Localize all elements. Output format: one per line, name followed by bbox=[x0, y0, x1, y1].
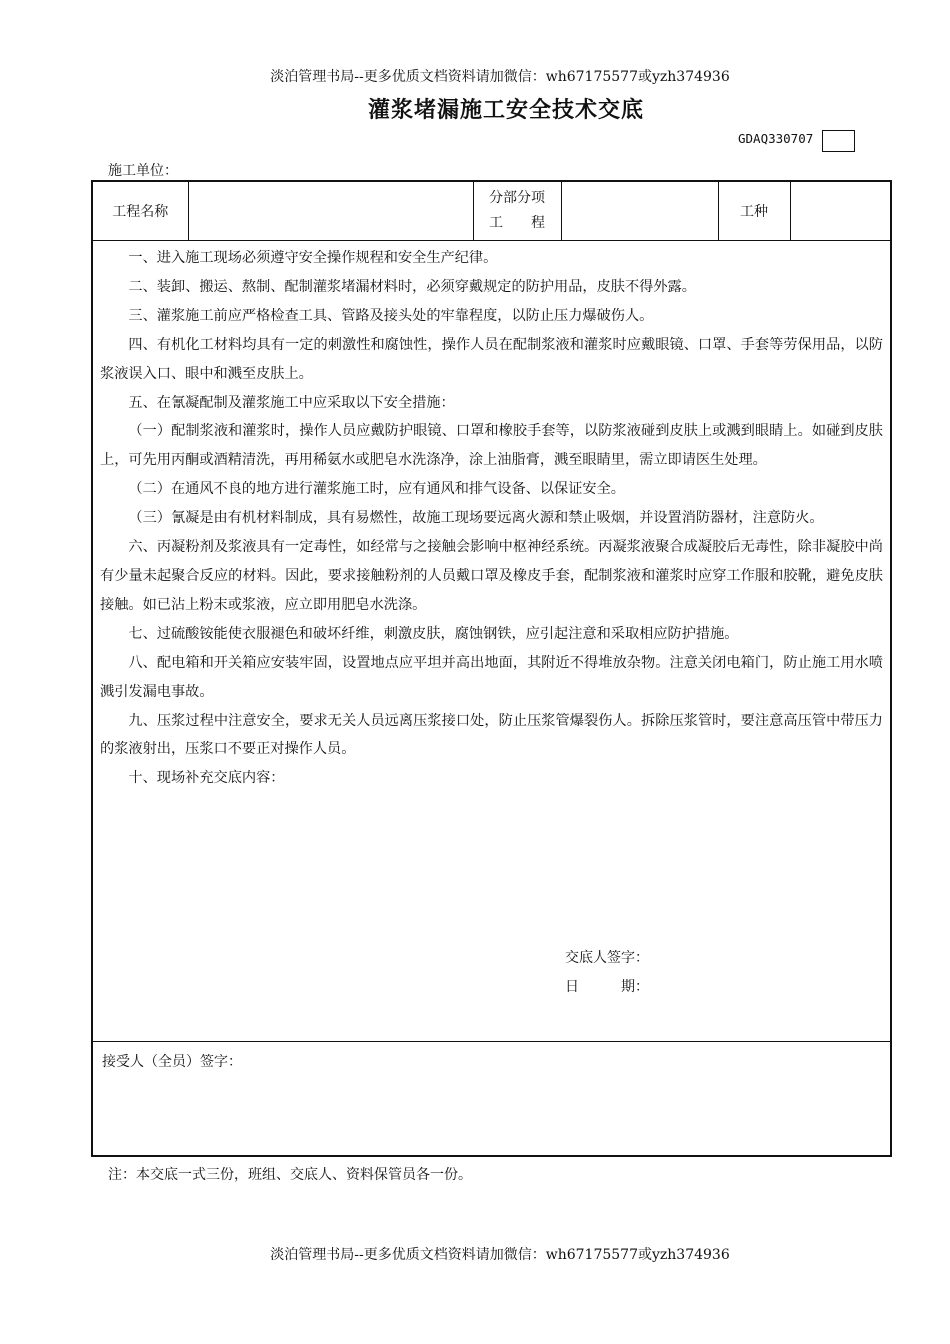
project-info-row bbox=[92, 181, 891, 241]
disclosure-table bbox=[91, 180, 892, 1157]
receiver-sign-label: 接受人（全员）签字： bbox=[102, 1054, 242, 1070]
content-paragraph: 二、装卸、搬运、熬制、配制灌浆堵漏材料时，必须穿戴规定的防护用品，皮肤不得外露。 bbox=[128, 278, 696, 295]
sub-project-field[interactable] bbox=[561, 181, 718, 241]
sub-project-label-line2: 工 程 bbox=[489, 215, 545, 231]
document-code: GDAQ330707 bbox=[738, 131, 814, 146]
work-type-field[interactable] bbox=[790, 181, 891, 241]
header-watermark-note: 淡泊管理书局--更多优质文档资料请加微信：wh67175577或yzh374936 bbox=[270, 69, 730, 85]
footer-watermark-note: 淡泊管理书局--更多优质文档资料请加微信：wh67175577或yzh374936 bbox=[270, 1247, 730, 1263]
construction-unit-label: 施工单位： bbox=[108, 163, 178, 179]
discloser-sign-label: 交底人签字： bbox=[565, 950, 649, 966]
content-paragraph: 一、进入施工现场必须遵守安全操作规程和安全生产纪律。 bbox=[128, 250, 498, 266]
content-paragraph: 四、有机化工材料均具有一定的刺激性和腐蚀性，操作人员在配制浆液和灌浆时应戴眼镜、口罩、手套等劳保用品，以防浆液误入口、眼中和溅至皮肤上。 bbox=[100, 336, 883, 382]
content-paragraph: 九、压浆过程中注意安全，要求无关人员远离压浆接口处，防止压浆管爆裂伤人。拆除压浆管时，要注意高压管中带压力的浆液射出，压浆口不要正对操作人员。 bbox=[100, 712, 883, 758]
work-type-label: 工种 bbox=[718, 181, 790, 241]
content-paragraph: 三、灌浆施工前应严格检查工具、管路及接头处的牢靠程度，以防止压力爆破伤人。 bbox=[128, 307, 654, 324]
sub-project-label-line1: 分部分项 bbox=[489, 190, 545, 206]
content-paragraph: 五、在氰凝配制及灌浆施工中应采取以下安全措施： bbox=[128, 394, 455, 411]
content-paragraph: 七、过硫酸铵能使衣服褪色和破坏纤维，刺激皮肤，腐蚀钢铁，应引起注意和采取相应防护措施。 bbox=[128, 625, 739, 642]
content-paragraph: （一）配制浆液和灌浆时，操作人员应戴防护眼镜、口罩和橡胶手套等，以防浆液碰到皮肤上或溅到眼睛上。如碰到皮肤上，可先用丙酮或酒精清洗，再用稀氨水或肥皂水洗涤净，涂上油脂膏，溅至眼睛里，需立即请医生处理。 bbox=[100, 423, 883, 469]
project-name-field[interactable] bbox=[188, 181, 473, 241]
content-paragraph: （二）在通风不良的地方进行灌浆施工时，应有通风和排气设备、以保证安全。 bbox=[128, 481, 625, 498]
footnote: 注：本交底一式三份，班组、交底人、资料保管员各一份。 bbox=[108, 1167, 472, 1183]
content-paragraph: 八、配电箱和开关箱应安装牢固，设置地点应平坦并高出地面，其附近不得堆放杂物。注意关闭电箱门，防止施工用水喷溅引发漏电事故。 bbox=[100, 654, 883, 700]
content-paragraph: （三）氰凝是由有机材料制成，具有易燃性，故施工现场要远离火源和禁止吸烟，并设置消防器材，注意防火。 bbox=[128, 510, 824, 527]
content-paragraph: 六、丙凝粉剂及浆液具有一定毒性，如经常与之接触会影响中枢神经系统。丙凝浆液聚合成凝胶后无毒性，除非凝胶中尚有少量未起聚合反应的材料。因此，要求接触粉剂的人员戴口罩及橡皮手套，配制浆液和灌浆时应穿工作服和胶靴，避免皮肤接触。如已沾上粉末或浆液，应立即用肥皂水洗涤。 bbox=[100, 539, 883, 613]
disclosure-content bbox=[92, 241, 891, 1042]
receiver-sign-field[interactable] bbox=[92, 1042, 891, 1157]
content-row bbox=[92, 241, 891, 1042]
document-title: 灌浆堵漏施工安全技术交底 bbox=[367, 98, 644, 123]
sub-project-label bbox=[473, 181, 561, 241]
content-paragraph: 十、现场补充交底内容： bbox=[128, 770, 285, 787]
document-code-box[interactable] bbox=[822, 130, 855, 152]
project-name-label: 工程名称 bbox=[92, 181, 188, 241]
receiver-row bbox=[92, 1042, 891, 1157]
date-label: 日 期： bbox=[565, 979, 649, 995]
